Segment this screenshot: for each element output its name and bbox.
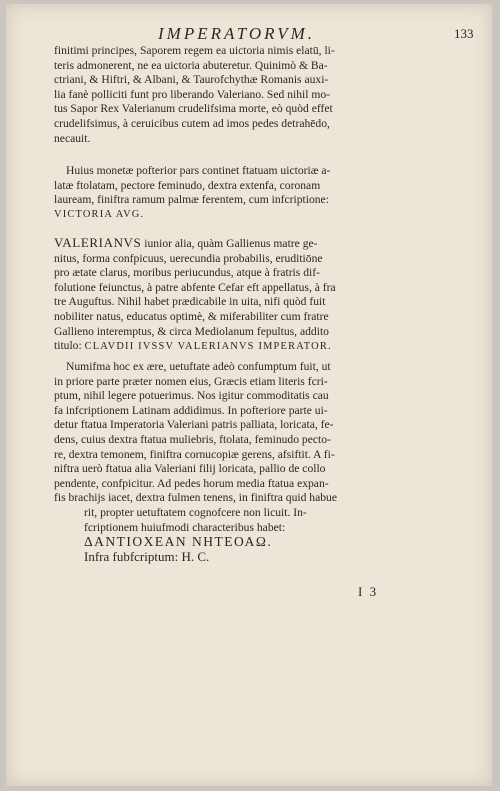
text-line: iunior alia, quàm Gallienus matre ge- [141,237,318,250]
text-line: Huius monetæ pofterior pars continet ftatuam uictoriæ a- [66,164,331,177]
text-line: re, dextra temonem, finiftra cornucopiæ gerens, afsiftit. A fi- [54,447,335,461]
greek-inscription: ΔΑΝΤΙΟΧΕΑΝ ΝΗΤΕΟΑΩ. [84,534,273,550]
text-line: ctriani, & Hiftri, & Albani, & Taurofchythæ Romanis auxi- [54,73,329,87]
text-line: teris admonerent, ne ea uictoria abuteretur. Quinimò & Ba- [54,58,328,72]
name-valerianus: VALERIANVS [54,235,142,250]
paragraph-sapor [54,44,434,146]
text-line: niftra uerò ftatua alia Valeriani filij loricata, pallio de collo [54,462,326,476]
paragraph-numisma [54,360,434,564]
subscript-line: Infra fubfcriptum: H. C. [84,548,210,564]
text-line: nitus, forma confpicuus, uerecundia probabilis, eruditiōne [54,251,323,265]
inscription-claudii: CLAVDII IVSSV VALERIANVS IMPERATOR. [84,341,332,353]
inscription-victoria: VICTORIA AVG. [54,208,145,220]
text-line: fis brachijs iacet, dextra fulmen tenens, in finiftra quid habue [54,491,337,505]
text-line: detur ftatua Imperatoria Valeriani patris palliata, loricata, fe- [54,418,334,432]
text-line: fcriptionem huiufmodi characteribus habet: [84,520,286,534]
book-page [6,4,492,786]
text-line: pro ætate clarus, moribus periucundus, atque à fratris dif- [54,266,320,280]
paragraph-coin-reverse [54,164,434,222]
text-line: lia fanè polliciti funt pro liberando Valeriano. Sed nihil mo- [54,87,331,101]
text-line: folutione feiunctus, à patre abfente Cefar eft appellatus, à fra [54,280,336,294]
text-line: latæ ftolatam, pectore feminudo, dextra extenfa, coronam [54,178,321,192]
text-line: finitimi principes, Saporem regem ea uictoria nimis elatū, li- [54,44,335,57]
running-title: IMPERATORVM. [158,24,316,43]
title-label: titulo: [54,339,82,353]
text-line: lauream, finiftra ramum palmæ ferentem, cum infcriptione: [54,193,329,207]
text-line: Gallieno interemptus, & circa Mediolanum fepultus, addito [54,324,329,338]
text-line: tre Auguftus. Nihil habet prædicabile in uita, nifi quòd fuit [54,295,326,309]
text-line: ptum, nihil legere potuerimus. Nos igitur commoditatis cau [54,389,329,403]
text-line: necauit. [54,131,91,145]
text-line: rit, propter uetuftatem cognofcere non licuit. In- [84,505,307,519]
text-line: Numifma hoc ex ære, uetuftate adeò confumptum fuit, ut [66,360,331,373]
signature-mark: I 3 [358,584,379,599]
paragraph-valerianus [54,236,434,355]
text-line: nobiliter natus, educatus optimè, & miferabiliter cum fratre [54,309,329,323]
text-line: tus Sapor Rex Valerianum crudelifsima morte, eò quòd effet [54,102,333,116]
text-line: fa infcriptionem Latinam addidimus. In pofteriore parte ui- [54,403,328,417]
text-line: crudelifsimus, à ceruicibus cutem ad imos pedes detrahēdo, [54,116,330,130]
text-line: dens, cuius dextra ftatua muliebris, ftolata, feminudo pecto- [54,432,331,446]
page-number: 133 [454,26,474,41]
text-line: in priore parte præter nomen eius, Græcis etiam literis fcri- [54,374,328,388]
text-line: pendente, confpicitur. Ad pedes horum media ftatua expan- [54,476,329,490]
